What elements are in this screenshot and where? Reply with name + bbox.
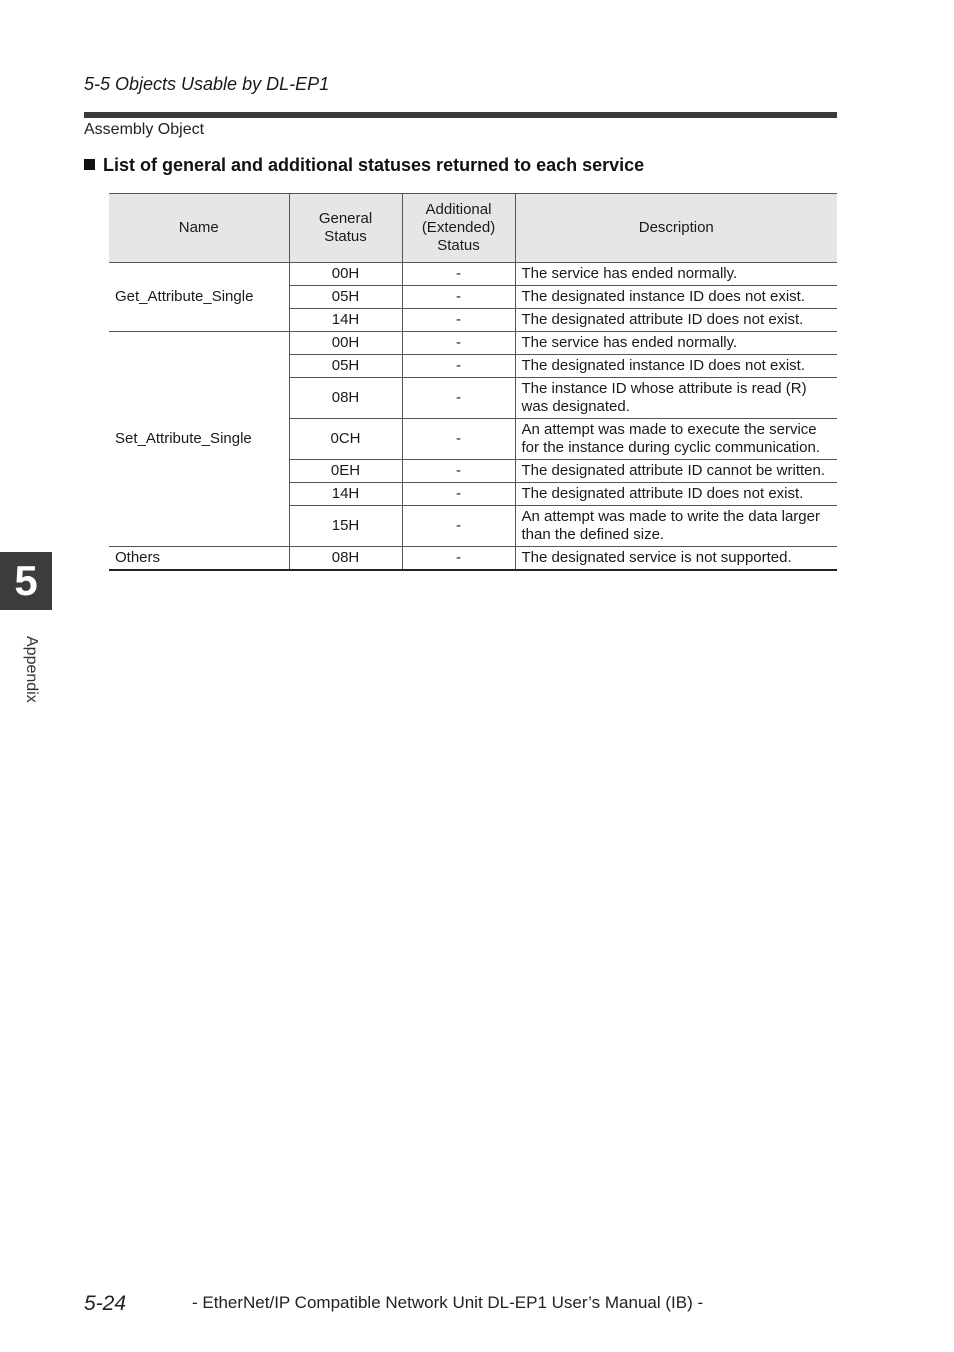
status-description: The service has ended normally.	[515, 263, 837, 286]
general-status: 15H	[289, 506, 402, 547]
general-status: 14H	[289, 309, 402, 332]
column-header-general-status	[289, 194, 402, 263]
status-description: The designated attribute ID cannot be written.	[515, 460, 837, 483]
column-header-name: Name	[109, 194, 289, 263]
additional-status: -	[402, 506, 515, 547]
status-description: An attempt was made to write the data larger than the defined size.	[515, 506, 837, 547]
additional-status: -	[402, 332, 515, 355]
header-line: Additional	[425, 201, 492, 218]
header-line: Status	[437, 237, 480, 254]
status-description: The designated instance ID does not exist.	[515, 286, 837, 309]
general-status: 08H	[289, 378, 402, 419]
header-rule	[84, 112, 837, 118]
general-status: 0EH	[289, 460, 402, 483]
status-description: The designated attribute ID does not exist.	[515, 483, 837, 506]
general-status: 00H	[289, 332, 402, 355]
header-line: (Extended)	[421, 219, 496, 236]
general-status: 14H	[289, 483, 402, 506]
service-name: Others	[109, 547, 289, 571]
status-description: The designated instance ID does not exist.	[515, 355, 837, 378]
additional-status: -	[402, 460, 515, 483]
table-row	[109, 263, 837, 286]
service-name: Get_Attribute_Single	[109, 263, 289, 332]
header-line: General	[318, 210, 373, 227]
header-line: Status	[324, 228, 367, 245]
table-row	[109, 547, 837, 571]
status-description: The service has ended normally.	[515, 332, 837, 355]
status-table	[109, 193, 837, 571]
additional-status: -	[402, 355, 515, 378]
table-row	[109, 332, 837, 355]
footer-manual-title: - EtherNet/IP Compatible Network Unit DL-EP1 User’s Manual (IB) -	[192, 1293, 704, 1312]
chapter-tab: 5	[0, 552, 52, 610]
general-status: 0CH	[289, 419, 402, 460]
column-header-additional-status	[402, 194, 515, 263]
table-header-row	[109, 194, 837, 263]
status-description: An attempt was made to execute the service for the instance during cyclic communication.	[515, 419, 837, 460]
section-heading	[84, 155, 644, 176]
status-description: The designated service is not supported.	[515, 547, 837, 571]
section-heading-text: List of general and additional statuses returned to each service	[103, 155, 645, 175]
additional-status: -	[402, 419, 515, 460]
object-subheading: Assembly Object	[84, 121, 205, 138]
status-description: The instance ID whose attribute is read (R) was designated.	[515, 378, 837, 419]
running-header-title: 5-5 Objects Usable by DL-EP1	[84, 74, 330, 94]
general-status: 05H	[289, 355, 402, 378]
additional-status: -	[402, 483, 515, 506]
additional-status: -	[402, 263, 515, 286]
general-status: 05H	[289, 286, 402, 309]
additional-status: -	[402, 286, 515, 309]
additional-status: -	[402, 547, 515, 571]
additional-status: -	[402, 378, 515, 419]
column-header-description: Description	[515, 194, 837, 263]
square-bullet-icon	[84, 159, 95, 170]
general-status: 08H	[289, 547, 402, 571]
status-description: The designated attribute ID does not exist.	[515, 309, 837, 332]
page-number: 5-24	[84, 1292, 127, 1315]
additional-status: -	[402, 309, 515, 332]
service-name: Set_Attribute_Single	[109, 332, 289, 547]
chapter-side-label: Appendix	[23, 636, 40, 703]
general-status: 00H	[289, 263, 402, 286]
